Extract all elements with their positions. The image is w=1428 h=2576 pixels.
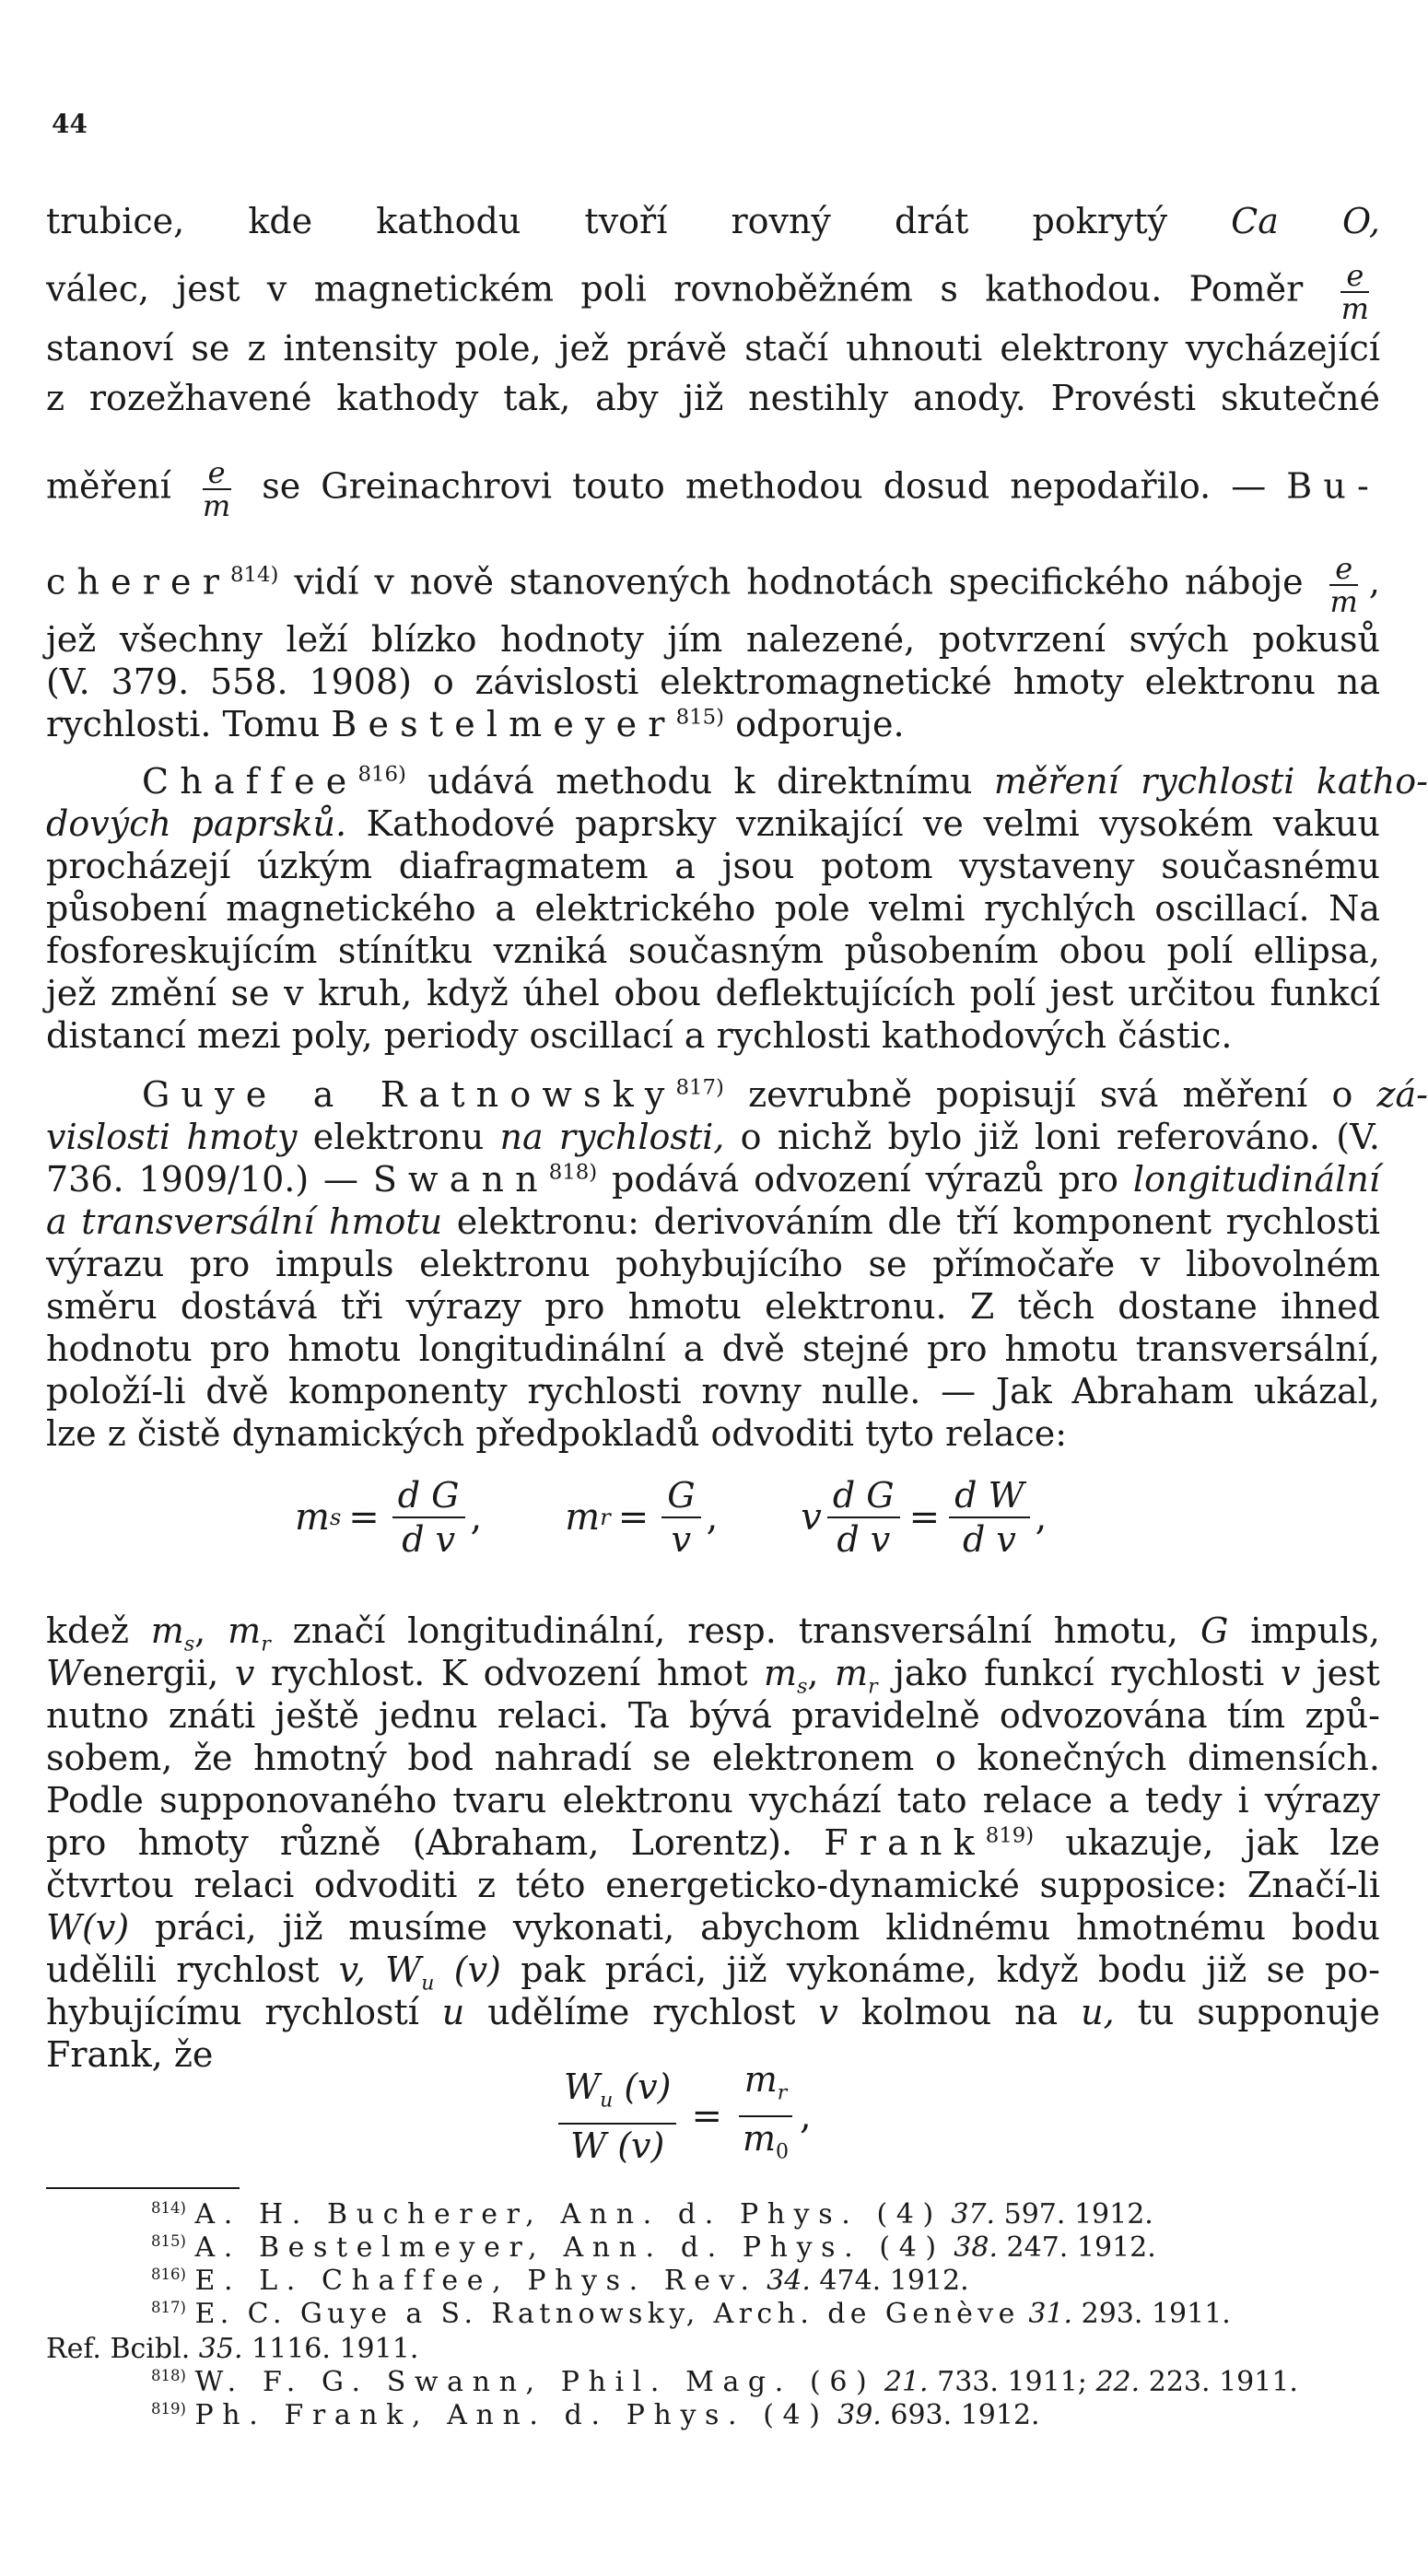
footnote-text: 293. 1911. (1081, 2298, 1231, 2330)
text-line (46, 973, 1380, 1013)
math-symbol: G (1200, 1610, 1229, 1651)
text-segment: jež všechny leží blízko hodnoty jím nalezené, potvrzení svých pokusů (46, 619, 1380, 660)
text-segment: položí-li dvě komponenty rychlosti rovny nulle. — Jak Abraham ukázal, (46, 1371, 1380, 1411)
italic-term: měření rychlosti katho- (993, 761, 1428, 802)
text-segment: válec, jest v magnetickém poli rovnoběžném s kathodou. Poměr (46, 268, 1304, 310)
footnote-text: E. C. Guye a S. Ratnowsky, Arch. de Genève (194, 2298, 1020, 2330)
math-symbol: v (801, 1496, 822, 1539)
math-symbol: W(v) (46, 1907, 130, 1948)
text-segment: udělíme rychlost (487, 1992, 796, 2032)
footnote-number: 819) (151, 2400, 186, 2418)
math-subscript: r (600, 1505, 611, 1530)
text-line (46, 1159, 1380, 1200)
math-operator: = (617, 1496, 650, 1539)
footnote-ref: 815) (675, 705, 725, 730)
fraction-e-over-m (1336, 260, 1375, 324)
text-line (46, 378, 1380, 418)
math-symbol: v (234, 1653, 255, 1693)
text-segment: vidí v nově stanovených hodnotách specifického náboje (294, 561, 1304, 603)
math-subscript: s (329, 1505, 342, 1530)
text-line (46, 1865, 1380, 1905)
text-segment: Kathodové paprsky vznikající ve velmi vysokém vakuu (366, 803, 1380, 844)
author-name: Chaffee (142, 761, 358, 802)
footnote-number: 816) (151, 2266, 186, 2283)
math-symbol: (v) (624, 2067, 672, 2108)
footnote-text: Ref. Bcibl. (46, 2333, 191, 2365)
math-symbol: m (295, 1496, 330, 1539)
punctuation: , (800, 2095, 812, 2137)
text-line (46, 1371, 1380, 1411)
footnote (151, 2266, 1386, 2296)
fraction-denominator: W (v) (570, 2125, 665, 2166)
footnote-ref: 814) (230, 562, 279, 587)
text-segment: značí longitudinální, resp. transversální hmotu, (292, 1610, 1179, 1651)
fraction-dW-dv (949, 1474, 1029, 1561)
text-line (46, 1907, 1380, 1948)
text-line (46, 1695, 1380, 1736)
text-line (46, 1780, 1380, 1821)
text-segment: měření (46, 465, 171, 507)
author-name: Bestelmeyer (331, 704, 676, 744)
fraction-numerator: d G (827, 1474, 900, 1518)
math-subscript: u (600, 2089, 614, 2113)
author-name: cherer (46, 561, 231, 603)
footnote (151, 2233, 1386, 2263)
text-segment: procházejí úzkým diafragmatem a jsou potom vystaveny současnému (46, 846, 1380, 886)
text-segment: 736. 1909/10.) — (46, 1159, 358, 1200)
text-segment: fosforeskujícím stínítku vzniká současným působením obou polí ellipsa, (46, 931, 1380, 971)
fraction-numerator: d W (949, 1474, 1029, 1518)
math-cao: Ca O, (1231, 201, 1380, 241)
math-symbol: m (743, 2059, 778, 2101)
text-segment: energii, (82, 1653, 219, 1693)
punctuation: , (706, 1496, 719, 1539)
footnote-number: 815) (151, 2232, 186, 2250)
text-line (46, 1286, 1380, 1327)
text-segment: lze z čistě dynamických předpokladů odvoditi tyto relace: (46, 1413, 1068, 1454)
footnote-volume: 31. (1028, 2298, 1073, 2330)
math-symbol: u, (1081, 1992, 1115, 2032)
fraction-denominator: d v (837, 1519, 891, 1560)
math-subscript: u (421, 1972, 435, 1996)
math-ms (150, 1610, 195, 1657)
text-segment: pak práci, již vykonáme, když bodu již se po- (521, 1950, 1380, 1990)
text-segment: kdež (46, 1610, 129, 1651)
text-line (46, 846, 1380, 886)
text-segment: tu supponuje (1137, 1992, 1380, 2032)
text-segment: rychlost. K odvození hmot (270, 1653, 748, 1693)
text-segment: směru dostává tři výrazy pro hmotu elektronu. Z těch dostane ihned (46, 1286, 1380, 1327)
fraction-denominator (737, 2117, 794, 2174)
fraction-denominator: d v (402, 1519, 456, 1560)
text-line (46, 328, 1380, 369)
text-line (46, 1201, 1380, 1242)
text-segment: udělili rychlost (46, 1950, 320, 1990)
math-symbol: m (565, 1496, 601, 1539)
math-mr (835, 1653, 878, 1699)
text-segment: odporuje. (735, 704, 905, 744)
fraction-denominator: v (671, 1519, 692, 1560)
fraction-wu-w (558, 2066, 676, 2167)
text-line (46, 803, 1380, 844)
text-segment: rychlosti. Tomu (46, 704, 321, 744)
text-segment: impuls, (1250, 1610, 1380, 1651)
text-line (46, 888, 1380, 929)
text-segment: se Greinachrovi touto methodou dosud nepodařilo. — (262, 465, 1267, 507)
footnote-volume: 39. (837, 2399, 882, 2431)
italic-term: na rychlosti, (499, 1117, 725, 1157)
italic-term: dových paprsků. (46, 803, 347, 844)
fraction-e-over-m (1325, 553, 1364, 617)
text-line (94, 761, 1428, 802)
text-line (46, 931, 1380, 971)
math-subscript: r (261, 1633, 271, 1657)
punctuation: , (470, 1496, 483, 1539)
author-name: Swann (372, 1159, 549, 1200)
text-line (94, 1074, 1428, 1115)
footnote-text: 223. 1911. (1148, 2366, 1298, 2398)
equation-ms (295, 1474, 482, 1561)
fraction-numerator (558, 2066, 676, 2125)
fraction-e-over-m (197, 457, 236, 521)
page-number: 44 (52, 109, 88, 139)
footnote-text: 693. 1912. (890, 2399, 1040, 2431)
text-line (46, 619, 1380, 660)
text-line (46, 1413, 1380, 1454)
math-symbol: v (818, 1992, 838, 2032)
text-segment: jako funkcí rychlosti (894, 1653, 1265, 1693)
text-line (46, 704, 1380, 744)
math-subscript: r (777, 2082, 788, 2105)
equation-frank (553, 2059, 921, 2167)
footnote-divider (46, 2187, 240, 2189)
math-symbol: m (764, 1653, 798, 1693)
footnote-text: 247. 1912. (1006, 2231, 1156, 2264)
math-symbol: W (385, 1950, 422, 1990)
math-symbol: m (228, 1610, 262, 1651)
math-operator: = (691, 2095, 722, 2137)
math-ms (764, 1653, 808, 1699)
footnote-ref: 818) (548, 1160, 598, 1185)
text-line (46, 1117, 1380, 1157)
footnote-text: W. F. G. Swann, Phil. Mag. (6) (194, 2366, 876, 2398)
footnote-text: 474. 1912. (819, 2265, 969, 2297)
text-segment: pro hmoty různě (Abraham, Lorentz). (46, 1822, 793, 1863)
punctuation: , (1035, 1496, 1048, 1539)
footnote-number: 817) (151, 2299, 186, 2316)
footnote-volume: 37. (951, 2198, 996, 2231)
footnote-volume: 21. (884, 2366, 929, 2398)
text-segment: elektronu (312, 1117, 485, 1157)
fraction-dG-dv (827, 1474, 900, 1561)
math-subscript: 0 (776, 2140, 790, 2164)
equation-relations (295, 1467, 1124, 1568)
math-operator: = (908, 1496, 941, 1539)
footnote-text: Ph. Frank, Ann. d. Phys. (4) (194, 2399, 829, 2431)
footnote-text: 733. 1911; (937, 2366, 1087, 2398)
punctuation: , (194, 1610, 206, 1651)
math-symbol: W (46, 1653, 83, 1693)
text-segment: o nichž bylo již loni referováno. (V. (740, 1117, 1380, 1157)
fraction-mr-m0 (737, 2058, 794, 2173)
math-wu (385, 1950, 435, 1996)
footnote-volume: 22. (1095, 2366, 1141, 2398)
footnote-ref: 819) (985, 1823, 1035, 1848)
fraction-numerator: e (203, 457, 231, 490)
italic-term: zá- (1376, 1074, 1428, 1115)
footnote (151, 2401, 1386, 2430)
math-subscript: r (868, 1675, 878, 1699)
math-symbol: m (150, 1610, 184, 1651)
text-segment: elektronu: derivováním dle tří komponent rychlosti (456, 1201, 1380, 1242)
punctuation: , (1368, 561, 1380, 603)
footnote-text: 597. 1912. (1003, 2198, 1153, 2231)
equation-energy (801, 1474, 1047, 1561)
text-segment: z rozežhavené kathody tak, aby již nestihly anody. Provésti skutečné (46, 378, 1380, 418)
text-segment: jest (1316, 1653, 1380, 1693)
text-segment: stanoví se z intensity pole, jež právě stačí uhnouti elektrony vycházející (46, 328, 1380, 369)
text-line (46, 1992, 1380, 2032)
footnote-volume: 38. (954, 2231, 998, 2264)
fraction-denominator: d v (962, 1519, 1016, 1560)
text-segment: (V. 379. 558. 1908) o závislosti elektromagnetické hmoty elektronu na (46, 662, 1380, 702)
text-line (46, 662, 1380, 702)
footnote-text: 1116. 1911. (252, 2333, 419, 2365)
italic-term: longitudinální (1132, 1159, 1380, 1200)
text-segment: nutno znáti ještě jednu relaci. Ta bývá pravidelně odvozována tím způ- (46, 1695, 1380, 1736)
footnote (151, 2300, 1386, 2329)
text-segment: ukazuje, jak lze (1065, 1822, 1380, 1863)
fraction-numerator: e (1340, 260, 1369, 293)
text-segment: působení magnetického a elektrického pole velmi rychlých oscillací. Na (46, 888, 1380, 929)
footnote-number: 814) (151, 2199, 186, 2217)
footnote-volume: 35. (198, 2333, 243, 2365)
footnote-continuation (46, 2335, 418, 2364)
math-symbol: (v) (453, 1950, 501, 1990)
math-symbol: v, (338, 1950, 366, 1990)
text-segment: práci, již musíme vykonati, abychom klidnému hmotnému bodu (155, 1907, 1380, 1948)
text-line (46, 553, 1380, 617)
math-subscript: s (797, 1675, 808, 1699)
author-name: Frank (824, 1822, 986, 1863)
author-name: Guye a Ratnowsky (142, 1074, 676, 1115)
text-segment: hodnotu pro hmotu longitudinální a dvě stejné pro hmotu transversální, (46, 1329, 1380, 1369)
text-segment: Podle supponovaného tvaru elektronu vychází tato relace a tedy i výrazy (46, 1780, 1380, 1821)
text-line (46, 201, 1380, 241)
text-line (46, 1329, 1380, 1369)
text-segment: kolmou na (860, 1992, 1059, 2032)
fraction-numerator: e (1329, 553, 1358, 586)
footnote-number: 818) (151, 2367, 186, 2384)
text-line (46, 457, 1380, 521)
footnote-text: A. H. Bucherer, Ann. d. Phys. (4) (194, 2198, 942, 2231)
math-symbol: u (441, 1992, 465, 2032)
text-segment: čtvrtou relaci odvoditi z této energeticko-dynamické supposice: Značí-li (46, 1865, 1380, 1905)
text-segment: jež změní se v kruh, když úhel obou deflektujících polí jest určitou funkcí (46, 973, 1380, 1013)
punctuation: , (807, 1653, 819, 1693)
text-line (46, 1822, 1380, 1863)
math-symbol: v (1280, 1653, 1301, 1693)
text-line (46, 1015, 1380, 1056)
fraction-numerator (739, 2058, 793, 2117)
footnote-ref: 817) (675, 1075, 724, 1100)
text-line (46, 1738, 1380, 1778)
text-segment: trubice, kde kathodu tvoří rovný drát pokrytý (46, 201, 1168, 241)
fraction-numerator: G (661, 1474, 700, 1518)
fraction-denominator: m (202, 488, 231, 523)
author-name: Bu- (1286, 465, 1380, 507)
footnote-text: E. L. Chaffee, Phys. Rev. (194, 2265, 758, 2297)
text-segment: udává methodu k direktnímu (427, 761, 973, 802)
fraction-dG-dv (392, 1474, 465, 1561)
italic-term: a transversální hmotu (46, 1201, 443, 1242)
math-symbol: W (564, 2067, 601, 2108)
math-subscript: s (183, 1633, 195, 1657)
footnote-volume: 34. (767, 2265, 811, 2297)
italic-term: vislosti hmoty (46, 1117, 298, 1157)
footnote-ref: 816) (357, 762, 406, 787)
footnote (151, 2368, 1386, 2397)
text-segment: výrazu pro impuls elektronu pohybujícího se přímočaře v libovolném (46, 1244, 1380, 1284)
text-segment: sobem, že hmotný bod nahradí se elektronem o konečných dimensích. (46, 1738, 1380, 1778)
equation-mr (565, 1474, 718, 1561)
text-segment: hybujícímu rychlostí (46, 1992, 419, 2032)
text-segment: zevrubně popisují svá měření o (748, 1074, 1353, 1115)
text-segment: Frank, že (46, 2034, 214, 2075)
footnote (151, 2200, 1386, 2230)
fraction-denominator: m (1340, 291, 1369, 326)
fraction-numerator: d G (392, 1474, 465, 1518)
math-symbol: m (835, 1653, 869, 1693)
text-segment: distancí mezi poly, periody oscillací a rychlosti kathodových částic. (46, 1015, 1233, 1056)
text-line (46, 1244, 1380, 1284)
math-operator: = (348, 1496, 380, 1539)
fraction-denominator: m (1329, 584, 1358, 619)
text-segment: podává odvození výrazů pro (612, 1159, 1119, 1200)
math-symbol: m (742, 2118, 777, 2159)
math-mr (228, 1610, 271, 1657)
text-line (46, 260, 1380, 324)
footnote-text: A. Bestelmeyer, Ann. d. Phys. (4) (194, 2231, 945, 2264)
fraction-G-v (661, 1474, 700, 1561)
